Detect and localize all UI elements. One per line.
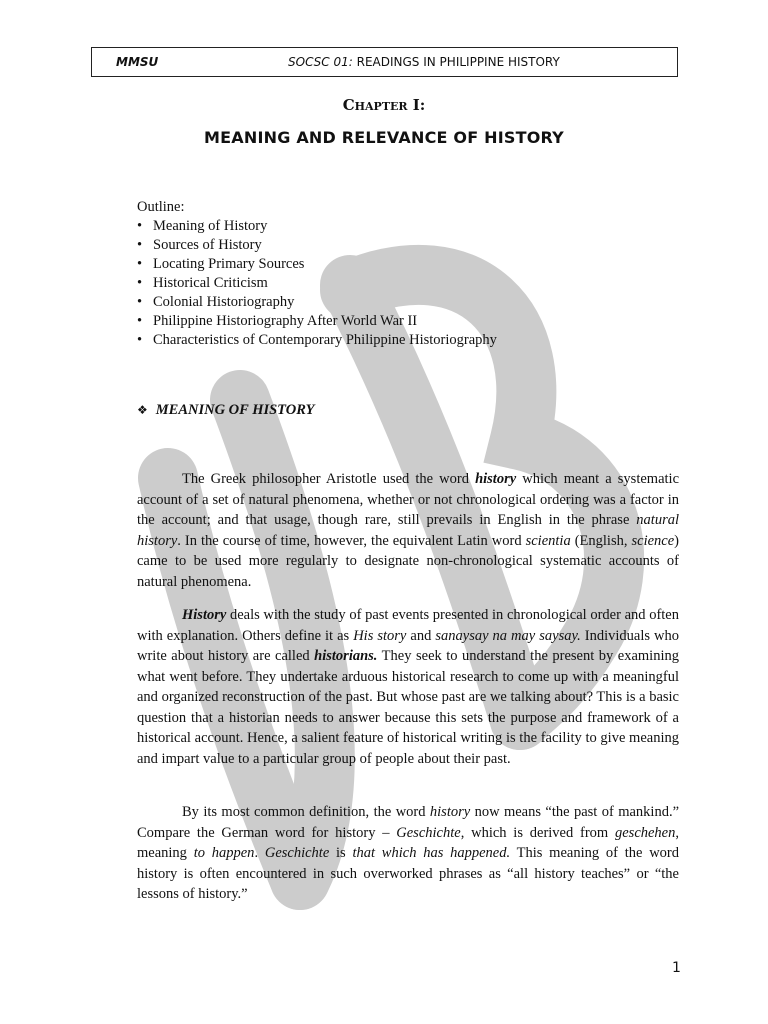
outline-item: • Philippine Historiography After World War II bbox=[137, 312, 497, 331]
text-run: By its most common definition, the word bbox=[182, 804, 430, 820]
outline-label: Outline: bbox=[137, 199, 185, 215]
emphasis-term: historians. bbox=[314, 648, 378, 664]
outline-item: • Sources of History bbox=[137, 236, 497, 255]
header-institution: MMSU bbox=[116, 55, 159, 69]
text-run: now means “the past of mankind.” Compare the German word for history – bbox=[137, 804, 680, 841]
header-course-title: READINGS IN PHILIPPINE HISTORY bbox=[352, 55, 560, 69]
text-run: deals with the study of past events presented in chronological order and often with explanation. Others define it as bbox=[137, 607, 679, 644]
italic-term: to happen bbox=[193, 845, 255, 861]
italic-term: science bbox=[631, 532, 675, 549]
text-run: , which is derived from bbox=[460, 824, 615, 841]
outline-item: • Meaning of History bbox=[137, 217, 497, 236]
italic-term: that which has happened. bbox=[352, 845, 511, 861]
diamond-bullet-icon: ❖ bbox=[137, 403, 148, 417]
emphasis-term: History bbox=[182, 607, 227, 623]
text-run: This meaning of the word history is often encountered in such overworked phrases as “all history teaches” or “the lessons of history.” bbox=[137, 845, 680, 902]
text-run: is bbox=[329, 845, 353, 861]
paragraph-3 bbox=[137, 802, 679, 905]
text-run: . In the course of time, however, the equivalent Latin word bbox=[177, 532, 526, 549]
italic-term: sanaysay na may saysay. bbox=[435, 627, 581, 644]
header-course bbox=[288, 55, 560, 69]
italic-term: geschehen bbox=[614, 824, 676, 841]
emphasis-term: history bbox=[475, 471, 517, 487]
paragraph-2 bbox=[137, 605, 679, 769]
text-run: . bbox=[254, 845, 265, 861]
section-heading bbox=[137, 402, 315, 419]
text-run: and bbox=[406, 627, 436, 644]
paragraph-1 bbox=[137, 469, 679, 592]
text-run: The Greek philosopher Aristotle used the word bbox=[182, 471, 476, 487]
section-heading-text: MEANING OF HISTORY bbox=[155, 402, 315, 418]
text-run: , meaning bbox=[137, 824, 679, 861]
italic-term: His story bbox=[353, 627, 407, 644]
text-run: Individuals who write about history are called bbox=[137, 627, 679, 664]
outline-item: • Locating Primary Sources bbox=[137, 255, 497, 274]
outline-item: • Colonial Historiography bbox=[137, 293, 497, 312]
italic-term: history bbox=[429, 804, 471, 820]
text-run: They seek to understand the present by examining what went before. They undertake arduous historical research to come up with a meaningful and organized reconstruction of the past. But whose past are we talking about? This is a basic question that a historian needs to answer because this sets the purpose and framework of a historical account. Hence, a salient feature of historical writing is the facility to give meaning and impart value to a particular group of people about their past. bbox=[137, 648, 679, 767]
outline-item: • Characteristics of Contemporary Philippine Historiography bbox=[137, 331, 497, 350]
text-run: which meant a systematic account of a set of natural phenomena, whether or not chronological ordering was a factor in the account; and that usage, though rare, still prevails in English in the phrase bbox=[137, 471, 679, 528]
italic-term: Geschichte bbox=[264, 845, 330, 861]
outline bbox=[137, 198, 497, 350]
header-course-code: SOCSC 01: bbox=[288, 55, 353, 69]
document-header bbox=[91, 47, 678, 77]
outline-list bbox=[137, 217, 497, 350]
chapter-label: Chapter I: bbox=[342, 96, 426, 114]
text-run: (English, bbox=[570, 532, 632, 549]
outline-item: • Historical Criticism bbox=[137, 274, 497, 293]
text-run: ) came to be used more regularly to designate non-chronological systematic accounts of natural phenomena. bbox=[137, 532, 679, 590]
italic-term: Geschichte bbox=[396, 824, 461, 841]
italic-term: scientia bbox=[525, 532, 571, 549]
page-number: 1 bbox=[672, 960, 681, 976]
page-title: MEANING AND RELEVANCE OF HISTORY bbox=[204, 128, 564, 147]
italic-term: natural history bbox=[137, 512, 679, 549]
